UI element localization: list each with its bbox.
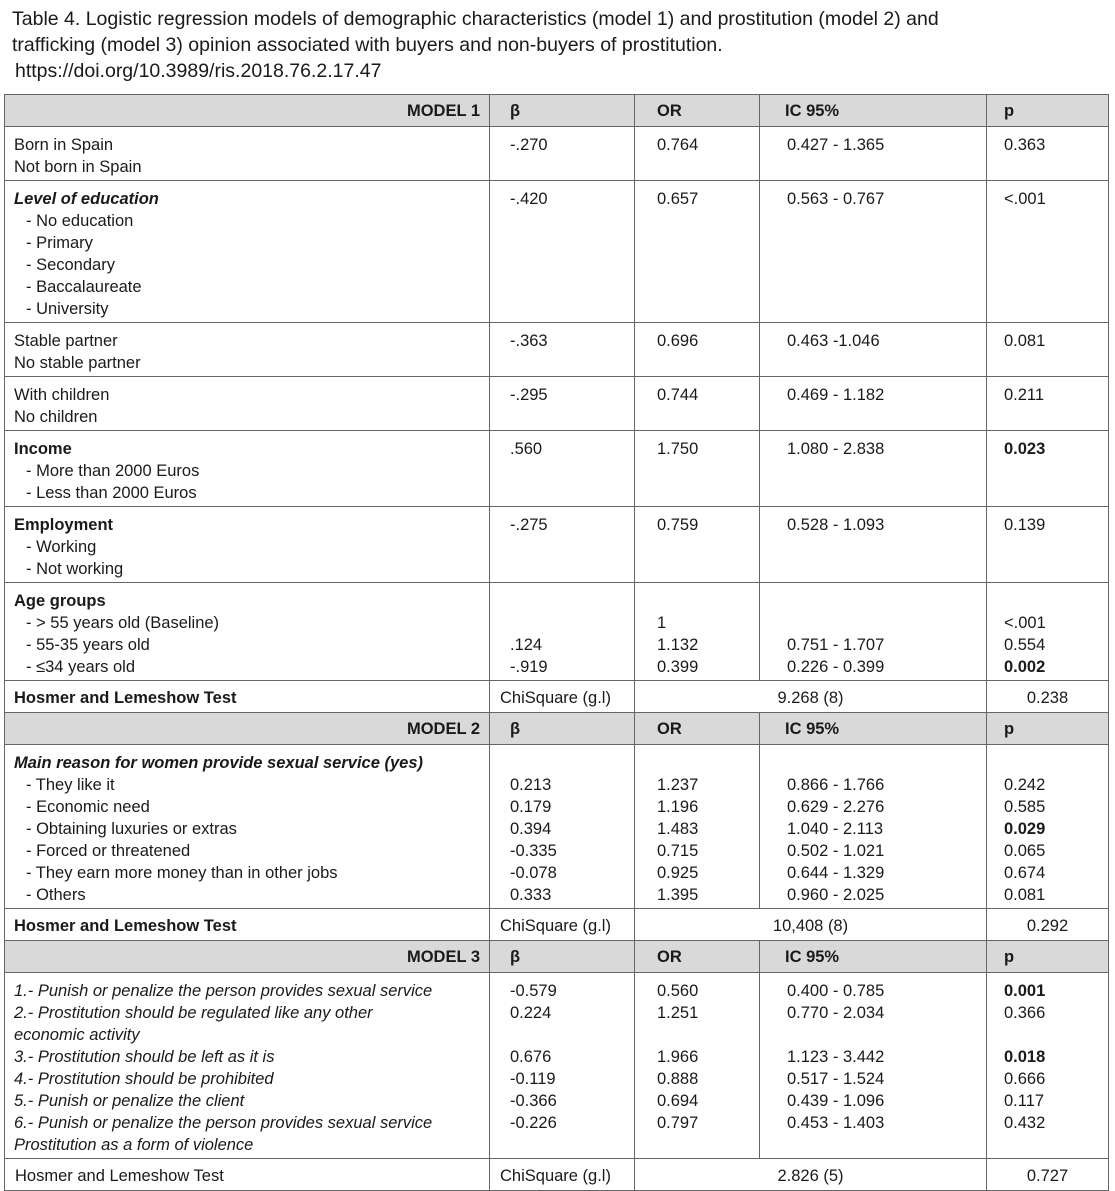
caption-line-1: Table 4. Logistic regression models of demographic characteristics (model 1) and prostitution (model 2) and [12,8,939,30]
or-cell: 0.759 [635,507,760,583]
p-header: p [987,95,1109,127]
ic-cell: 0.528 - 1.093 [760,507,987,583]
ic-cell: 0.751 - 1.707 0.226 - 0.399 [760,583,987,681]
ic-cell: 0.563 - 0.767 [760,181,987,323]
or-header: OR [635,713,760,745]
hosmer-row [5,681,1109,713]
model3-header-row [5,941,1109,973]
or-header: OR [635,95,760,127]
row-label: Born in Spain Not born in Spain [5,127,490,181]
or-cell: 1.237 1.196 1.483 0.715 0.925 1.395 [635,745,760,909]
chisquare-value: 9.268 (8) [635,681,987,713]
ic-cell: 0.469 - 1.182 [760,377,987,431]
beta-header: β [490,713,635,745]
model2-label: MODEL 2 [5,713,490,745]
chisquare-label: ChiSquare (g.l) [490,681,635,713]
p-cell: <.001 [987,181,1109,323]
row-label: 1.- Punish or penalize the person provides sexual service 2.- Prostitution should be regulated like any other economic activity 3.- Prostitution should be left as it is 4.- Prostitution should be prohibited 5.- Punish or penalize the client 6.- Punish or penalize the person provides sexual service Prostitution as a form of violence [5,973,490,1159]
hosmer-label: Hosmer and Lemeshow Test [5,909,490,941]
table-caption [12,6,1102,84]
beta-cell: -.363 [490,323,635,377]
p-cell: 0.081 [987,323,1109,377]
p-cell: 0.242 0.585 0.029 0.065 0.674 0.081 [987,745,1109,909]
chisquare-value: 10,408 (8) [635,909,987,941]
beta-cell: -.295 [490,377,635,431]
row-label: Stable partner No stable partner [5,323,490,377]
beta-header: β [490,95,635,127]
p-cell: <.001 0.554 0.002 [987,583,1109,681]
ic-header: IC 95% [760,941,987,973]
ic-header: IC 95% [760,95,987,127]
table-row [5,973,1109,1159]
table-row [5,181,1109,323]
table-row [5,323,1109,377]
table-row [5,507,1109,583]
row-label: With children No children [5,377,490,431]
beta-cell: -.275 [490,507,635,583]
ic-cell: 0.427 - 1.365 [760,127,987,181]
or-cell: 1.750 [635,431,760,507]
beta-cell: .560 [490,431,635,507]
ic-cell: 0.866 - 1.766 0.629 - 2.276 1.040 - 2.113 0.502 - 1.021 0.644 - 1.329 0.960 - 2.025 [760,745,987,909]
table-row [5,377,1109,431]
chisquare-value: 2.826 (5) [635,1159,987,1191]
row-label: Employment - Working - Not working [5,507,490,583]
model2-header-row [5,713,1109,745]
chisquare-label: ChiSquare (g.l) [490,909,635,941]
model1-header-row [5,95,1109,127]
or-cell: 0.696 [635,323,760,377]
or-header: OR [635,941,760,973]
model3-label: MODEL 3 [5,941,490,973]
ic-header: IC 95% [760,713,987,745]
row-label: Main reason for women provide sexual service (yes) - They like it - Economic need - Obtaining luxuries or extras - Forced or threatened - They earn more money than in other jobs - Others [5,745,490,909]
p-cell: 0.139 [987,507,1109,583]
table-row [5,127,1109,181]
p-cell: 0.363 [987,127,1109,181]
or-cell: 0.764 [635,127,760,181]
p-cell: 0.001 0.366 0.018 0.666 0.117 0.432 [987,973,1109,1159]
hosmer-p: 0.238 [987,681,1109,713]
beta-cell: -0.579 0.224 0.676 -0.119 -0.366 -0.226 [490,973,635,1159]
or-cell: 0.560 1.251 1.966 0.888 0.694 0.797 [635,973,760,1159]
chisquare-label: ChiSquare (g.l) [490,1159,635,1191]
hosmer-p: 0.727 [987,1159,1109,1191]
beta-cell: .124 -.919 [490,583,635,681]
p-cell: 0.211 [987,377,1109,431]
caption-line-2: trafficking (model 3) opinion associated with buyers and non-buyers of prostitution. [12,34,723,56]
p-header: p [987,713,1109,745]
hosmer-row [5,1159,1109,1191]
ic-cell: 1.080 - 2.838 [760,431,987,507]
regression-table [4,94,1109,1191]
table-row [5,745,1109,909]
or-cell: 0.744 [635,377,760,431]
or-cell: 1 1.132 0.399 [635,583,760,681]
p-header: p [987,941,1109,973]
or-cell: 0.657 [635,181,760,323]
beta-cell: 0.213 0.179 0.394 -0.335 -0.078 0.333 [490,745,635,909]
row-label: Level of education - No education - Primary - Secondary - Baccalaureate - University [5,181,490,323]
row-label: Income - More than 2000 Euros - Less than 2000 Euros [5,431,490,507]
model1-label: MODEL 1 [5,95,490,127]
table-row [5,431,1109,507]
doi-link[interactable]: https://doi.org/10.3989/ris.2018.76.2.17.47 [15,60,382,82]
hosmer-label: Hosmer and Lemeshow Test [5,1159,490,1191]
p-cell: 0.023 [987,431,1109,507]
hosmer-p: 0.292 [987,909,1109,941]
table-row [5,583,1109,681]
ic-cell: 0.463 -1.046 [760,323,987,377]
hosmer-label: Hosmer and Lemeshow Test [5,681,490,713]
ic-cell: 0.400 - 0.785 0.770 - 2.034 1.123 - 3.442 0.517 - 1.524 0.439 - 1.096 0.453 - 1.403 [760,973,987,1159]
beta-header: β [490,941,635,973]
row-label: Age groups - > 55 years old (Baseline) - 55-35 years old - ≤34 years old [5,583,490,681]
beta-cell: -.270 [490,127,635,181]
hosmer-row [5,909,1109,941]
beta-cell: -.420 [490,181,635,323]
